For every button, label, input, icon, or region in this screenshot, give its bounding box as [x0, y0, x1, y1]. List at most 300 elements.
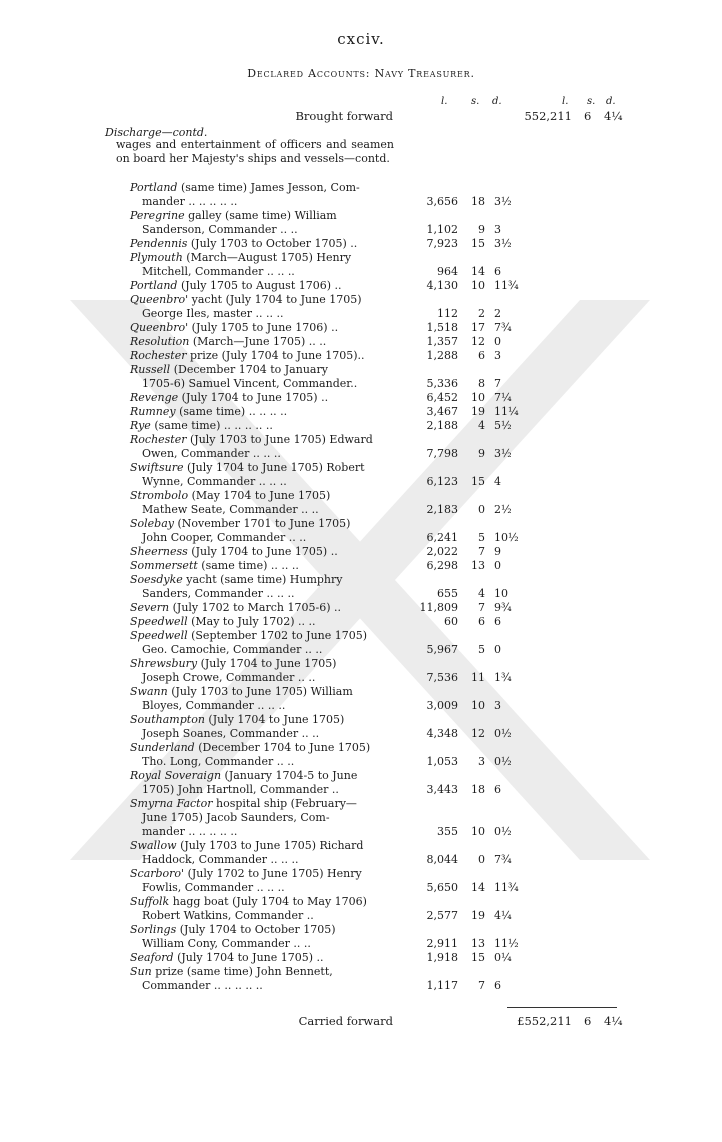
col-header-l-total: l.: [562, 96, 569, 107]
entry-line-text: (December 1704 to January: [173, 363, 328, 376]
entry-line-text: 1705-6) Samuel Vincent, Commander..: [142, 377, 358, 390]
entry-line: [142, 307, 395, 321]
ship-name: Swallow: [130, 839, 177, 852]
col-header-d-total: d.: [606, 96, 616, 107]
entry-line-text: galley (same time) William: [188, 209, 337, 222]
carried-forward-l: £552,211: [517, 1014, 572, 1028]
amount-pounds: 11,809: [419, 601, 458, 614]
amount-shillings: 19: [471, 909, 485, 922]
amount-shillings: 3: [478, 755, 485, 768]
ship-name: Seaford: [130, 951, 174, 964]
amount-shillings: 6: [478, 349, 485, 362]
brought-forward-l: 552,211: [524, 109, 572, 123]
amount-pounds: 5,650: [426, 881, 458, 894]
entry-line-text: Mathew Seate, Commander .. ..: [142, 503, 319, 516]
entry-line: [130, 321, 395, 335]
ship-name: Swann: [130, 685, 168, 698]
amount-pence: 6: [494, 783, 501, 796]
entry-line: [130, 349, 395, 363]
carried-forward-label: Carried forward: [298, 1014, 393, 1028]
amount-pence: 3: [494, 223, 501, 236]
entry-line: [130, 867, 395, 881]
ship-name: Severn: [130, 601, 170, 614]
entry-line-text: (July 1703 to October 1705) ..: [190, 237, 358, 250]
entry-line-text: (July 1705 to August 1706) ..: [180, 279, 342, 292]
amount-shillings: 2: [478, 307, 485, 320]
amount-pounds: 5,336: [426, 377, 458, 390]
entry-text: [130, 769, 395, 797]
entry-text: [130, 657, 395, 685]
amount-pence: 10½: [494, 531, 519, 544]
amount-pence: 3½: [494, 447, 512, 460]
entry-line-text: John Cooper, Commander .. ..: [142, 531, 307, 544]
entry-text: [130, 461, 395, 489]
ship-name: Soesdyke: [130, 573, 183, 586]
amount-pence: 7¾: [494, 853, 512, 866]
ship-name: Rochester: [130, 349, 187, 362]
amount-pence: 11¼: [494, 405, 519, 418]
entry-line-text: (May 1704 to June 1705): [191, 489, 331, 502]
entry-line-text: Haddock, Commander .. .. ..: [142, 853, 299, 866]
ship-name: Sommersett: [130, 559, 198, 572]
entry-line: [130, 741, 395, 755]
amount-pounds: 112: [437, 307, 458, 320]
amount-pounds: 3,009: [426, 699, 458, 712]
ship-name: Resolution: [130, 335, 190, 348]
entry-line-text: (May to July 1702) .. ..: [191, 615, 316, 628]
entry-text: [130, 517, 395, 545]
entry-line: [142, 755, 395, 769]
amount-shillings: 5: [478, 643, 485, 656]
amount-shillings: 12: [471, 727, 485, 740]
entry-line: [142, 531, 395, 545]
entry-line-text: (July 1704 to June 1705): [200, 657, 337, 670]
amount-pence: 11½: [494, 937, 519, 950]
entry-text: [130, 181, 395, 209]
amount-pounds: 3,467: [426, 405, 458, 418]
entry-text: [130, 601, 395, 615]
amount-pounds: 2,577: [426, 909, 458, 922]
amount-pence: 6: [494, 979, 501, 992]
entry-line: [130, 335, 395, 349]
entry-line-text: Tho. Long, Commander .. ..: [142, 755, 295, 768]
entry-line-text: (July 1702 to June 1705) Henry: [187, 867, 362, 880]
total-rule: [507, 1007, 617, 1008]
amount-pounds: 655: [437, 587, 458, 600]
entry-text: [130, 335, 395, 349]
amount-pounds: 6,452: [426, 391, 458, 404]
entry-line: [142, 643, 395, 657]
entry-line: [142, 727, 395, 741]
entry-line: [130, 209, 395, 223]
ship-name: Royal Soveraign: [130, 769, 222, 782]
amount-shillings: 13: [471, 937, 485, 950]
entry-text: [130, 559, 395, 573]
entry-text: [130, 741, 395, 769]
amount-shillings: 11: [471, 671, 485, 684]
amount-pence: 10: [494, 587, 508, 600]
entry-line-text: Joseph Crowe, Commander .. ..: [142, 671, 316, 684]
entry-line-text: (March—June 1705) .. ..: [192, 335, 327, 348]
brought-forward-pence: 4¼: [604, 109, 623, 123]
entry-text: [130, 391, 395, 405]
amount-pounds: 8,044: [426, 853, 458, 866]
ship-name: Shrewsbury: [130, 657, 198, 670]
entry-line: [142, 475, 395, 489]
amount-pence: 9: [494, 545, 501, 558]
entry-line-text: Sanders, Commander .. .. ..: [142, 587, 295, 600]
entry-line: [130, 769, 395, 783]
ship-name: Sheerness: [130, 545, 188, 558]
amount-shillings: 10: [471, 825, 485, 838]
entry-text: [130, 573, 395, 601]
amount-pence: 11¾: [494, 279, 519, 292]
col-header-s-total: s.: [587, 96, 596, 107]
amount-pounds: 60: [444, 615, 458, 628]
entry-line: [142, 671, 395, 685]
entry-text: [130, 951, 395, 965]
entry-line: [142, 909, 395, 923]
entry-text: [130, 251, 395, 279]
entry-line: [130, 839, 395, 853]
entry-line-text: (July 1703 to June 1705) Richard: [180, 839, 364, 852]
amount-shillings: 13: [471, 559, 485, 572]
ship-name: Speedwell: [130, 615, 188, 628]
entry-line-text: (March—August 1705) Henry: [186, 251, 352, 264]
ship-name: Scarboro': [130, 867, 185, 880]
entry-line: [130, 573, 395, 587]
amount-pounds: 4,130: [426, 279, 458, 292]
entry-line-text: (July 1702 to March 1705-6) ..: [172, 601, 341, 614]
entry-line-text: (January 1704-5 to June: [224, 769, 358, 782]
entry-line: [130, 363, 395, 377]
entry-line-text: George Iles, master .. .. ..: [142, 307, 284, 320]
entry-text: [130, 965, 395, 993]
entry-line: [142, 783, 395, 797]
amount-pence: 11¾: [494, 881, 519, 894]
amount-pence: 7: [494, 377, 501, 390]
amount-shillings: 18: [471, 195, 485, 208]
amount-pounds: 4,348: [426, 727, 458, 740]
ship-name: Sun: [130, 965, 152, 978]
amount-pounds: 2,022: [426, 545, 458, 558]
entry-line-text: Joseph Soanes, Commander .. ..: [142, 727, 320, 740]
entry-text: [130, 839, 395, 867]
entry-line-text: yacht (July 1704 to June 1705): [191, 293, 362, 306]
entry-line-text: Robert Watkins, Commander ..: [142, 909, 314, 922]
amount-pence: 6: [494, 615, 501, 628]
intro-text: wages and entertainment of officers and seamen on board her Majesty's ships and vessels—contd.: [116, 138, 394, 165]
entry-line-text: Bloyes, Commander .. .. ..: [142, 699, 286, 712]
entry-line-text: (same time) .. .. .. ..: [179, 405, 288, 418]
amount-pence: 6: [494, 265, 501, 278]
amount-pence: 7¼: [494, 391, 512, 404]
amount-pounds: 5,967: [426, 643, 458, 656]
ship-name: Rumney: [130, 405, 176, 418]
entry-line: [130, 713, 395, 727]
amount-pence: 2: [494, 307, 501, 320]
entry-line: [130, 419, 395, 433]
entry-line: [130, 895, 395, 909]
amount-pence: 0½: [494, 755, 512, 768]
ship-name: Rye: [130, 419, 151, 432]
ship-name: Queenbro': [130, 293, 189, 306]
amount-pence: 2½: [494, 503, 512, 516]
entry-line-text: yacht (same time) Humphry: [186, 573, 343, 586]
entry-line: [130, 181, 395, 195]
col-header-s: s.: [471, 96, 480, 107]
entry-text: [130, 279, 395, 293]
entry-line-text: prize (same time) John Bennett,: [155, 965, 333, 978]
entry-line-text: Commander .. .. .. .. ..: [142, 979, 263, 992]
entry-line: [142, 937, 395, 951]
amount-pence: 5½: [494, 419, 512, 432]
entry-text: [130, 237, 395, 251]
entry-text: [130, 293, 395, 321]
page-number: cxciv.: [337, 30, 385, 48]
entry-line: [142, 265, 395, 279]
amount-pence: 3½: [494, 237, 512, 250]
amount-pounds: 2,911: [426, 937, 458, 950]
entry-line: [130, 293, 395, 307]
ship-name: Suffolk: [130, 895, 170, 908]
amount-pounds: 1,518: [426, 321, 458, 334]
amount-pounds: 1,102: [426, 223, 458, 236]
entry-line: [130, 559, 395, 573]
carried-forward-shillings: 6: [584, 1014, 592, 1028]
entry-text: [130, 685, 395, 713]
amount-shillings: 0: [478, 853, 485, 866]
entry-line-text: 1705) John Hartnoll, Commander ..: [142, 783, 339, 796]
entry-line: [130, 923, 395, 937]
ship-name: Plymouth: [130, 251, 183, 264]
entry-line: [130, 601, 395, 615]
entry-line-text: (July 1703 to June 1705) Edward: [190, 433, 373, 446]
amount-shillings: 15: [471, 475, 485, 488]
amount-shillings: 10: [471, 391, 485, 404]
amount-shillings: 0: [478, 503, 485, 516]
amount-pounds: 7,923: [426, 237, 458, 250]
amount-pence: 9¾: [494, 601, 512, 614]
entry-line-text: June 1705) Jacob Saunders, Com-: [142, 811, 330, 824]
entry-line-text: (same time) .. .. ..: [201, 559, 299, 572]
ship-name: Strombolo: [130, 489, 189, 502]
amount-shillings: 14: [471, 265, 485, 278]
entry-line-text: prize (July 1704 to June 1705)..: [190, 349, 365, 362]
amount-shillings: 18: [471, 783, 485, 796]
amount-pounds: 1,357: [426, 335, 458, 348]
amount-pence: 0: [494, 559, 501, 572]
entry-line-text: (July 1704 to June 1705) ..: [177, 951, 324, 964]
amount-pounds: 6,123: [426, 475, 458, 488]
entry-text: [130, 405, 395, 419]
entry-line-text: Sanderson, Commander .. ..: [142, 223, 298, 236]
amount-pounds: 1,117: [426, 979, 458, 992]
entry-line: [142, 223, 395, 237]
amount-pence: 7¾: [494, 321, 512, 334]
entry-text: [130, 349, 395, 363]
entry-text: [130, 209, 395, 237]
amount-shillings: 7: [478, 979, 485, 992]
entry-line: [142, 447, 395, 461]
entry-line-text: (same time) .. .. .. .. ..: [154, 419, 273, 432]
ship-name: Portland: [130, 181, 178, 194]
entry-line: [130, 489, 395, 503]
ship-name: Swiftsure: [130, 461, 184, 474]
entry-line: [142, 979, 395, 993]
entry-line-text: hagg boat (July 1704 to May 1706): [172, 895, 367, 908]
ship-name: Russell: [130, 363, 171, 376]
entry-text: [130, 797, 395, 839]
amount-pence: 0½: [494, 727, 512, 740]
amount-shillings: 4: [478, 587, 485, 600]
entry-line: [142, 587, 395, 601]
carried-forward-pence: 4¼: [604, 1014, 623, 1028]
entry-line-text: (July 1704 to June 1705) ..: [191, 545, 338, 558]
brought-forward-label: Brought forward: [295, 109, 393, 123]
entry-line: [142, 503, 395, 517]
entry-line: [142, 195, 395, 209]
ship-name: Queenbro': [130, 321, 189, 334]
amount-shillings: 10: [471, 279, 485, 292]
amount-pence: 3: [494, 349, 501, 362]
entry-line-text: (July 1704 to October 1705): [179, 923, 336, 936]
ship-name: Revenge: [130, 391, 179, 404]
amount-pounds: 2,183: [426, 503, 458, 516]
amount-pence: 4: [494, 475, 501, 488]
amount-shillings: 19: [471, 405, 485, 418]
entry-line: [130, 405, 395, 419]
entry-line: [142, 853, 395, 867]
amount-shillings: 14: [471, 881, 485, 894]
entry-text: [130, 489, 395, 517]
ship-name: Sunderland: [130, 741, 195, 754]
entry-line: [130, 797, 395, 811]
entry-text: [130, 321, 395, 335]
entry-line-text: (November 1701 to June 1705): [177, 517, 351, 530]
entry-line: [130, 545, 395, 559]
entry-line: [130, 251, 395, 265]
amount-shillings: 7: [478, 601, 485, 614]
entry-text: [130, 923, 395, 951]
amount-pounds: 3,656: [426, 195, 458, 208]
entry-text: [130, 629, 395, 657]
entry-line-text: Geo. Camochie, Commander .. ..: [142, 643, 323, 656]
ship-name: Speedwell: [130, 629, 188, 642]
amount-pounds: 964: [437, 265, 458, 278]
running-head: Declared Accounts: Navy Treasurer.: [247, 67, 475, 80]
amount-shillings: 15: [471, 237, 485, 250]
entry-line-text: (July 1704 to June 1705) Robert: [186, 461, 365, 474]
amount-shillings: 15: [471, 951, 485, 964]
entry-line: [130, 657, 395, 671]
amount-pounds: 6,298: [426, 559, 458, 572]
entry-line: [130, 629, 395, 643]
entry-text: [130, 867, 395, 895]
entry-line: [130, 461, 395, 475]
entry-line-text: Mitchell, Commander .. .. ..: [142, 265, 295, 278]
entry-line: [142, 811, 395, 825]
ship-name: Pendennis: [130, 237, 188, 250]
amount-shillings: 5: [478, 531, 485, 544]
entry-line: [130, 615, 395, 629]
amount-shillings: 6: [478, 615, 485, 628]
entry-line: [130, 517, 395, 531]
amount-pounds: 7,536: [426, 671, 458, 684]
amount-pounds: 6,241: [426, 531, 458, 544]
entry-line-text: mander .. .. .. .. ..: [142, 825, 238, 838]
entry-line: [130, 685, 395, 699]
entry-line-text: Owen, Commander .. .. ..: [142, 447, 281, 460]
entry-line-text: Fowlis, Commander .. .. ..: [142, 881, 285, 894]
entry-line-text: (July 1704 to June 1705): [208, 713, 345, 726]
amount-shillings: 7: [478, 545, 485, 558]
entry-line: [142, 699, 395, 713]
entry-line-text: mander .. .. .. .. ..: [142, 195, 238, 208]
amount-shillings: 9: [478, 223, 485, 236]
amount-shillings: 4: [478, 419, 485, 432]
amount-shillings: 17: [471, 321, 485, 334]
amount-shillings: 8: [478, 377, 485, 390]
ship-name: Portland: [130, 279, 178, 292]
entry-text: [130, 713, 395, 741]
entry-line: [130, 237, 395, 251]
ship-name: Rochester: [130, 433, 187, 446]
entry-line-text: Wynne, Commander .. .. ..: [142, 475, 287, 488]
amount-pence: 0½: [494, 825, 512, 838]
entry-line-text: (September 1702 to June 1705): [191, 629, 368, 642]
entry-line-text: (July 1703 to June 1705) William: [171, 685, 353, 698]
amount-pence: 3½: [494, 195, 512, 208]
amount-shillings: 12: [471, 335, 485, 348]
entry-line: [142, 881, 395, 895]
entry-line: [130, 279, 395, 293]
col-header-d: d.: [492, 96, 502, 107]
entry-line: [130, 951, 395, 965]
amount-pence: 0¼: [494, 951, 512, 964]
entry-line-text: (same time) James Jesson, Com-: [180, 181, 360, 194]
discharge-heading: Discharge—contd.: [105, 126, 208, 139]
entry-line: [142, 825, 395, 839]
amount-pounds: 3,443: [426, 783, 458, 796]
amount-pounds: 1,053: [426, 755, 458, 768]
entry-line: [130, 391, 395, 405]
amount-pounds: 7,798: [426, 447, 458, 460]
entry-line-text: William Cony, Commander .. ..: [142, 937, 311, 950]
ship-name: Solebay: [130, 517, 174, 530]
amount-shillings: 9: [478, 447, 485, 460]
entry-text: [130, 419, 395, 433]
amount-pounds: 355: [437, 825, 458, 838]
amount-pounds: 2,188: [426, 419, 458, 432]
amount-pounds: 1,918: [426, 951, 458, 964]
entry-line: [142, 377, 395, 391]
amount-pence: 4¼: [494, 909, 512, 922]
ship-name: Peregrine: [130, 209, 185, 222]
entry-text: [130, 433, 395, 461]
entry-line: [130, 433, 395, 447]
ship-name: Smyrna Factor: [130, 797, 213, 810]
entry-text: [130, 895, 395, 923]
brought-forward-shillings: 6: [584, 109, 592, 123]
entry-text: [130, 615, 395, 629]
amount-pence: 0: [494, 335, 501, 348]
amount-pounds: 1,288: [426, 349, 458, 362]
entry-line-text: hospital ship (February—: [215, 797, 357, 810]
entry-line-text: (July 1704 to June 1705) ..: [181, 391, 329, 404]
entry-line-text: (December 1704 to June 1705): [198, 741, 371, 754]
entry-text: [130, 363, 395, 391]
